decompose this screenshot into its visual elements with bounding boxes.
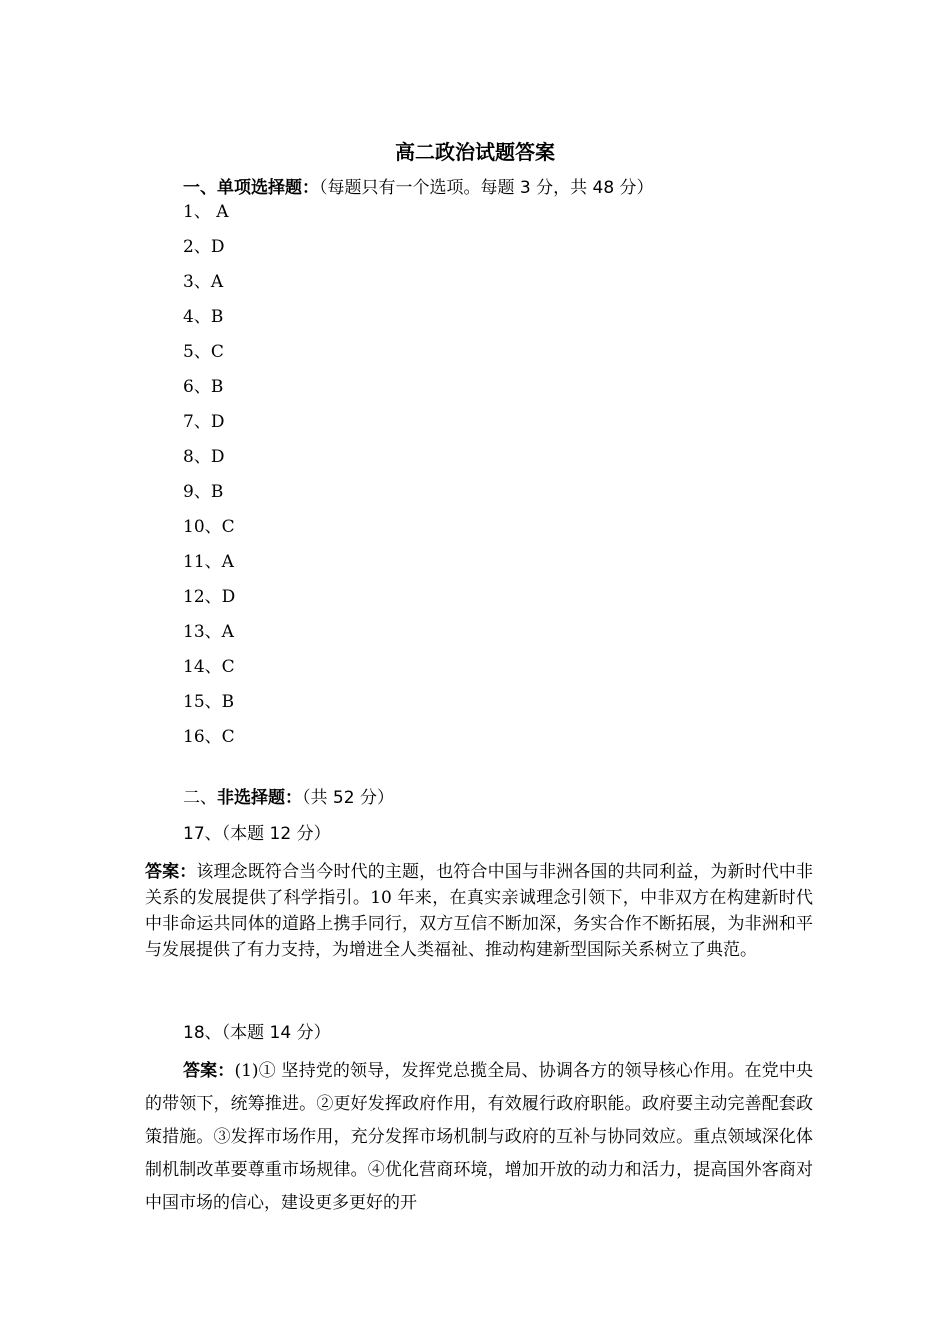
answer-item: 12、D [183,587,236,607]
answer-item: 13、A [183,622,234,642]
document-title: 高二政治试题答案 [395,140,555,164]
question-18-answer-text: (1)① 坚持党的领导，发挥党总揽全局、协调各方的领导核心作用。在党中央的带领下，统筹推进。②更好发挥政府作用，有效履行政府职能。政府要主动完善配套政策措施。③发挥市场作用，充分发挥市场机制与政府的互补与协同效应。重点领域深化体制机制改革要尊重市场规律。④优化营商环境，增加开放的动力和活力，提高国外客商对中国市场的信心，建设更多更好的开 [145,1061,814,1213]
question-17-number: 17、 [183,824,222,844]
question-17-answer-text: 该理念既符合当今时代的主题，也符合中国与非洲各国的共同利益，为新时代中非关系的发展提供了科学指引。10 年来，在真实亲诚理念引领下，中非双方在构建新时代中非命运共同体的道路上携手同行，双方互信不断加深，务实合作不断拓展，为非洲和平与发展提供了有力支持，为增进全人类福祉、推动构建新型国际关系树立了典范。 [145,862,814,960]
answer-label: 答案： [145,862,197,882]
question-18-number: 18、 [183,1023,222,1043]
answer-item: 8、D [183,447,225,467]
section1-heading [183,176,654,200]
answer-item: 5、C [183,342,224,362]
answer-item: 10、C [183,517,235,537]
answer-item: 6、B [183,377,224,397]
section1-note: （每题只有一个选项。每题 3 分，共 48 分） [319,178,654,198]
answer-item: 4、B [183,307,224,327]
answer-item: 3、A [183,272,224,292]
answer-item: 11、A [183,552,234,572]
answer-item: 2、D [183,237,225,257]
answer-item: 14、C [183,657,235,677]
answer-item: 9、B [183,482,224,502]
answer-item: 15、B [183,692,235,712]
question-18-heading [183,1021,331,1045]
question-18-answer [145,1055,813,1220]
section2-heading-label: 非选择题： [217,788,302,808]
question-18-points: （本题 14 分） [221,1023,331,1043]
answer-list [183,199,235,759]
section2-heading [183,786,394,810]
section2-prefix: 二、 [183,788,217,808]
answer-item: 1、 A [183,202,229,222]
section1-heading-label: 一、单项选择题： [183,178,319,198]
question-17-heading [183,822,331,846]
section2-note: （共 52 分） [302,788,394,808]
answer-item: 7、D [183,412,225,432]
question-17-points: （本题 12 分） [221,824,331,844]
answer-item: 16、C [183,727,235,747]
answer-label: 答案： [183,1061,235,1081]
question-17-answer [145,859,813,963]
